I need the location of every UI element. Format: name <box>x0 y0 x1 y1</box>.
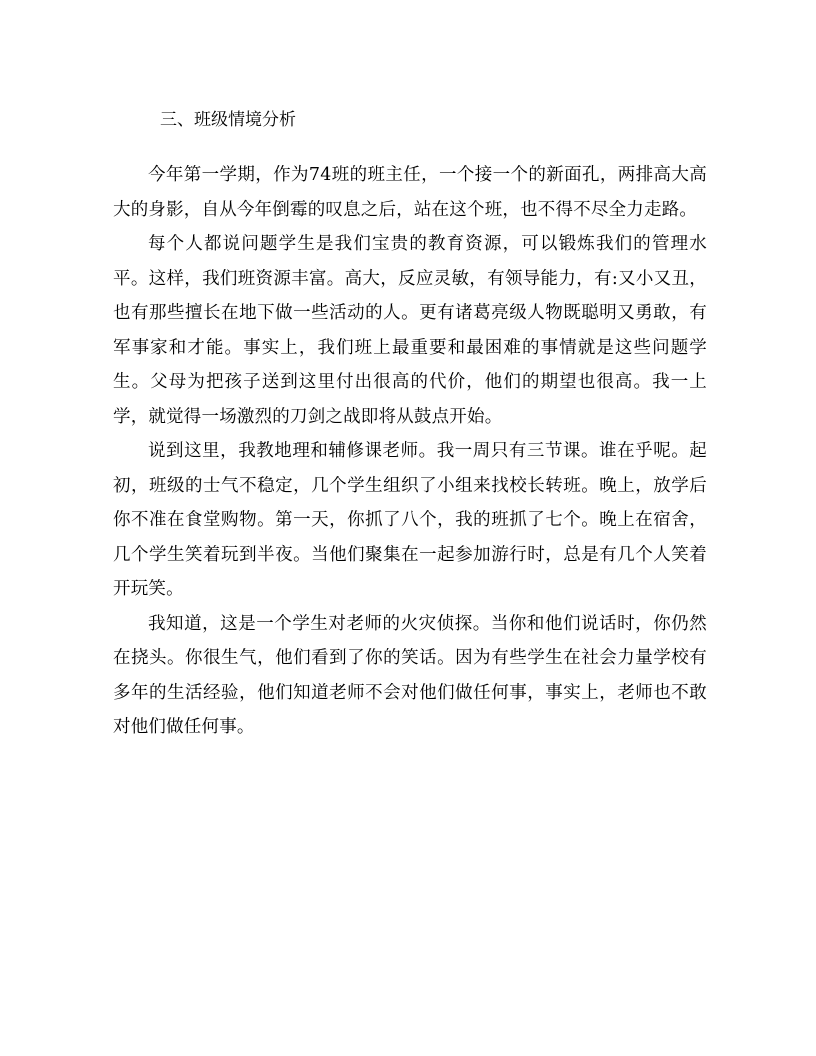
section-heading: 三、班级情境分析 <box>160 110 296 130</box>
paragraph-3: 说到这里，我教地理和辅修课老师。我一周只有三节课。谁在乎呢。起初，班级的士气不稳定，几个学生组织了小组来找校长转班。晚上，放学后你不准在食堂购物。第一天，你抓了八个，我的班抓了七个。晚上在宿舍，几个学生笑着玩到半夜。当他们聚集在一起参加游行时，总是有几个人笑着开玩笑。 <box>113 441 707 599</box>
paragraph-4: 我知道，这是一个学生对老师的火灾侦探。当你和他们说话时，你仍然在挠头。你很生气，他们看到了你的笑话。因为有些学生在社会力量学校有多年的生活经验，他们知道老师不会对他们做任何事，事实上，老师也不敢对他们做任何事。 <box>113 613 707 737</box>
body-text <box>113 158 707 745</box>
paragraph-1: 今年第一学期，作为74班的班主任，一个接一个的新面孔，两排高大高大的身影，自从今年倒霉的叹息之后，站在这个班，也不得不尽全力走路。 <box>113 165 707 220</box>
paragraph-2: 每个人都说问题学生是我们宝贵的教育资源，可以锻炼我们的管理水平。这样，我们班资源丰富。高大，反应灵敏，有领导能力，有:又小又丑，也有那些擅长在地下做一些活动的人。更有诸葛亮级人物既聪明又勇敢，有军事家和才能。事实上，我们班上最重要和最困难的事情就是这些问题学生。父母为把孩子送到这里付出很高的代价，他们的期望也很高。我一上学，就觉得一场激烈的刀剑之战即将从鼓点开始。 <box>113 234 707 427</box>
